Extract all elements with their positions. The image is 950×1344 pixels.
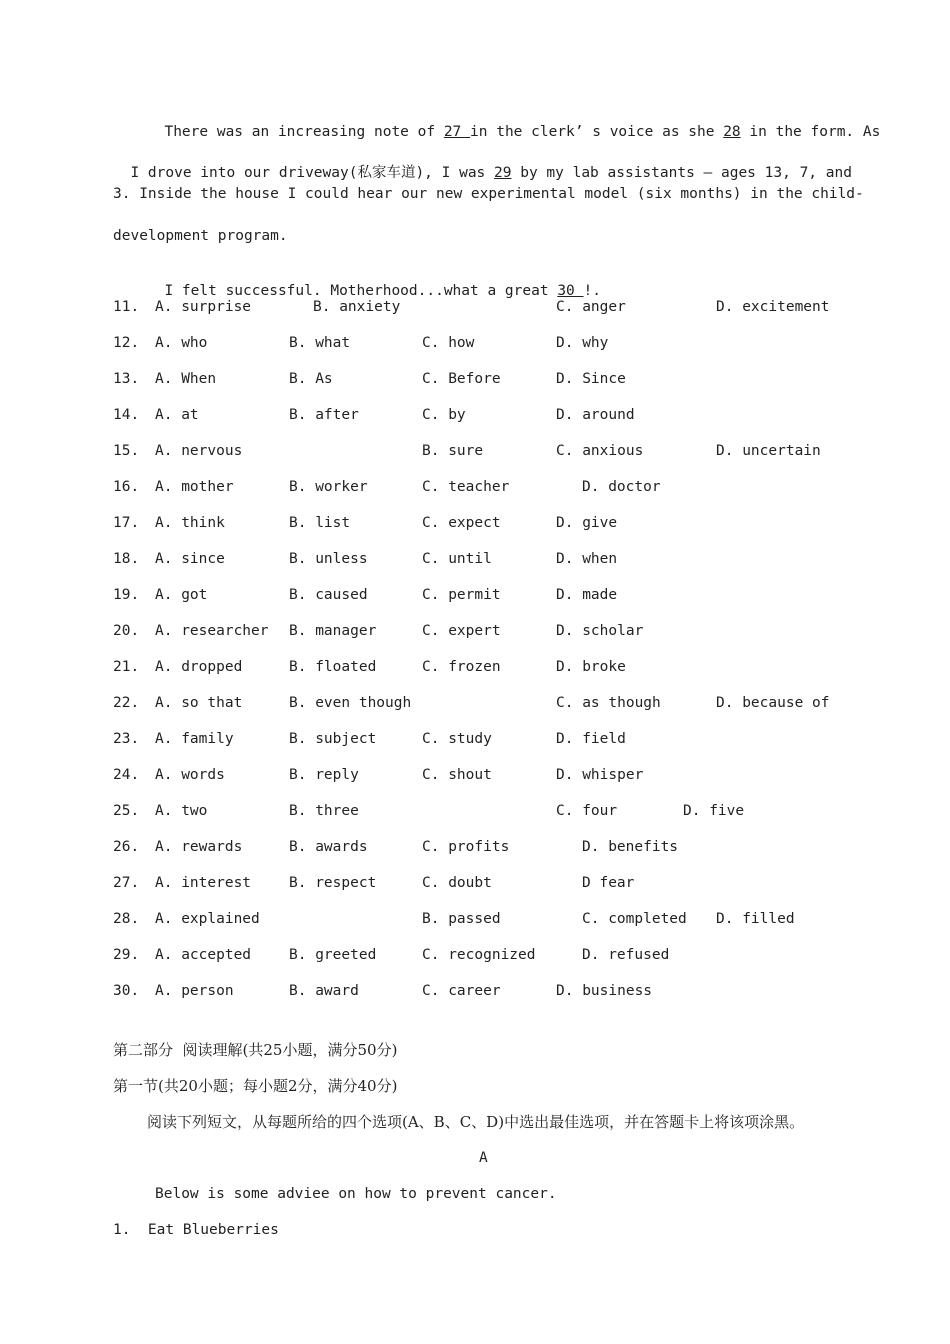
question-row: [0, 765, 950, 785]
part-title: 第二部分 阅读理解(共25小题，满分50分): [113, 1041, 398, 1059]
option-c: C. completed: [582, 911, 687, 927]
option-b: B. floated: [289, 659, 377, 675]
option-c: C. Before: [422, 371, 501, 387]
passage-line-5: [147, 261, 601, 301]
question-row: [0, 801, 950, 821]
question-row: [0, 909, 950, 929]
option-c: C. how: [422, 335, 475, 351]
option-d: D. field: [556, 731, 626, 747]
option-a: A. dropped: [155, 659, 243, 675]
option-d: D. doctor: [582, 479, 661, 495]
passage-label: A: [479, 1150, 488, 1166]
question-row: [0, 945, 950, 965]
option-c: C. permit: [422, 587, 501, 603]
blank-27: 27: [443, 124, 471, 140]
question-number: 23.: [113, 731, 140, 747]
question-row: [0, 837, 950, 857]
option-d: D. excitement: [716, 299, 830, 315]
passage-text: !.: [583, 283, 601, 299]
option-d: D. why: [556, 335, 609, 351]
option-c: C. four: [556, 803, 618, 819]
option-b: B. respect: [289, 875, 377, 891]
option-d: D. uncertain: [716, 443, 821, 459]
option-a: A. since: [155, 551, 225, 567]
question-number: 21.: [113, 659, 140, 675]
option-d: D. five: [683, 803, 745, 819]
question-number: 29.: [113, 947, 140, 963]
option-c: C. teacher: [422, 479, 510, 495]
passage-line-1: [147, 102, 880, 142]
question-number: 15.: [113, 443, 140, 459]
option-c: C. expect: [422, 515, 501, 531]
question-number: 11.: [113, 299, 140, 315]
option-b: B. awards: [289, 839, 368, 855]
option-a: A. surprise: [155, 299, 252, 315]
option-d: D. made: [556, 587, 618, 603]
option-c: C. profits: [422, 839, 510, 855]
question-row: [0, 657, 950, 677]
passage-line-2: [113, 143, 852, 183]
option-a: A. at: [155, 407, 199, 423]
option-b: B. worker: [289, 479, 368, 495]
question-row: [0, 549, 950, 569]
question-row: [0, 621, 950, 641]
option-c: C. by: [422, 407, 466, 423]
question-row: [0, 693, 950, 713]
question-row: [0, 729, 950, 749]
option-a: A. think: [155, 515, 225, 531]
question-row: [0, 873, 950, 893]
question-row: [0, 585, 950, 605]
question-number: 24.: [113, 767, 140, 783]
blank-28: 28: [723, 124, 741, 140]
option-c: C. until: [422, 551, 492, 567]
option-c: C. as though: [556, 695, 661, 711]
question-row: [0, 405, 950, 425]
passage-text: by my lab assistants — ages 13, 7, and: [511, 165, 852, 181]
option-b: B. manager: [289, 623, 377, 639]
option-b: B. unless: [289, 551, 368, 567]
option-b: B. even though: [289, 695, 412, 711]
option-c: C. expert: [422, 623, 501, 639]
question-row: [0, 441, 950, 461]
option-a: A. explained: [155, 911, 260, 927]
option-a: A. rewards: [155, 839, 243, 855]
passage-text: in the form. As: [740, 124, 881, 140]
question-number: 16.: [113, 479, 140, 495]
question-number: 26.: [113, 839, 140, 855]
reading-item-1: 1. Eat Blueberries: [113, 1222, 279, 1238]
option-c: C. anxious: [556, 443, 644, 459]
option-b: B. As: [289, 371, 333, 387]
option-b: B. anxiety: [313, 299, 401, 315]
question-number: 25.: [113, 803, 140, 819]
option-d: D. filled: [716, 911, 795, 927]
passage-text: I felt successful. Motherhood...what a great: [164, 283, 558, 299]
option-b: B. award: [289, 983, 359, 999]
blank-30: 30: [557, 283, 584, 299]
question-number: 18.: [113, 551, 140, 567]
option-d: D fear: [582, 875, 635, 891]
option-a: A. When: [155, 371, 217, 387]
option-d: D. Since: [556, 371, 626, 387]
question-row: [0, 297, 950, 317]
option-d: D. scholar: [556, 623, 644, 639]
blank-29: 29: [494, 165, 512, 181]
option-d: D. give: [556, 515, 618, 531]
option-b: B. greeted: [289, 947, 377, 963]
passage-line-4: development program.: [113, 228, 288, 244]
section-title: 第一节(共20小题；每小题2分，满分40分): [113, 1077, 398, 1095]
option-a: A. so that: [155, 695, 243, 711]
option-a: A. nervous: [155, 443, 243, 459]
passage-text: There was an increasing note of: [164, 124, 444, 140]
question-row: [0, 981, 950, 1001]
option-d: D. when: [556, 551, 618, 567]
option-a: A. person: [155, 983, 234, 999]
option-d: D. benefits: [582, 839, 679, 855]
question-number: 22.: [113, 695, 140, 711]
option-c: C. anger: [556, 299, 626, 315]
option-a: A. researcher: [155, 623, 269, 639]
reading-intro: Below is some adviee on how to prevent cancer.: [155, 1186, 557, 1202]
option-d: D. whisper: [556, 767, 644, 783]
question-row: [0, 477, 950, 497]
option-a: A. accepted: [155, 947, 252, 963]
option-b: B. after: [289, 407, 359, 423]
option-c: C. study: [422, 731, 492, 747]
question-row: [0, 513, 950, 533]
instructions: 阅读下列短文，从每题所给的四个选项(A、B、C、D)中选出最佳选项，并在答题卡上将该项涂黑。: [147, 1113, 805, 1131]
question-number: 20.: [113, 623, 140, 639]
option-d: D. because of: [716, 695, 830, 711]
passage-line-3: 3. Inside the house I could hear our new experimental model (six months) in the child-: [113, 186, 864, 202]
option-b: B. passed: [422, 911, 501, 927]
question-number: 28.: [113, 911, 140, 927]
option-b: B. list: [289, 515, 351, 531]
option-a: A. words: [155, 767, 225, 783]
question-row: [0, 333, 950, 353]
option-a: A. family: [155, 731, 234, 747]
option-b: B. sure: [422, 443, 484, 459]
question-number: 27.: [113, 875, 140, 891]
option-b: B. what: [289, 335, 351, 351]
question-number: 30.: [113, 983, 140, 999]
option-a: A. two: [155, 803, 208, 819]
option-b: B. caused: [289, 587, 368, 603]
question-number: 12.: [113, 335, 140, 351]
option-c: C. career: [422, 983, 501, 999]
passage-text: I drove into our driveway(私家车道), I was: [130, 165, 495, 181]
option-a: A. mother: [155, 479, 234, 495]
option-c: C. shout: [422, 767, 492, 783]
question-number: 19.: [113, 587, 140, 603]
option-a: A. who: [155, 335, 208, 351]
option-d: D. refused: [582, 947, 670, 963]
option-c: C. recognized: [422, 947, 536, 963]
option-b: B. three: [289, 803, 359, 819]
option-b: B. reply: [289, 767, 359, 783]
option-d: D. business: [556, 983, 653, 999]
option-a: A. interest: [155, 875, 252, 891]
question-row: [0, 369, 950, 389]
option-b: B. subject: [289, 731, 377, 747]
question-number: 17.: [113, 515, 140, 531]
option-d: D. around: [556, 407, 635, 423]
option-d: D. broke: [556, 659, 626, 675]
option-c: C. doubt: [422, 875, 492, 891]
option-a: A. got: [155, 587, 208, 603]
passage-text: in the clerk’ s voice as she: [470, 124, 724, 140]
option-c: C. frozen: [422, 659, 501, 675]
question-number: 13.: [113, 371, 140, 387]
question-number: 14.: [113, 407, 140, 423]
